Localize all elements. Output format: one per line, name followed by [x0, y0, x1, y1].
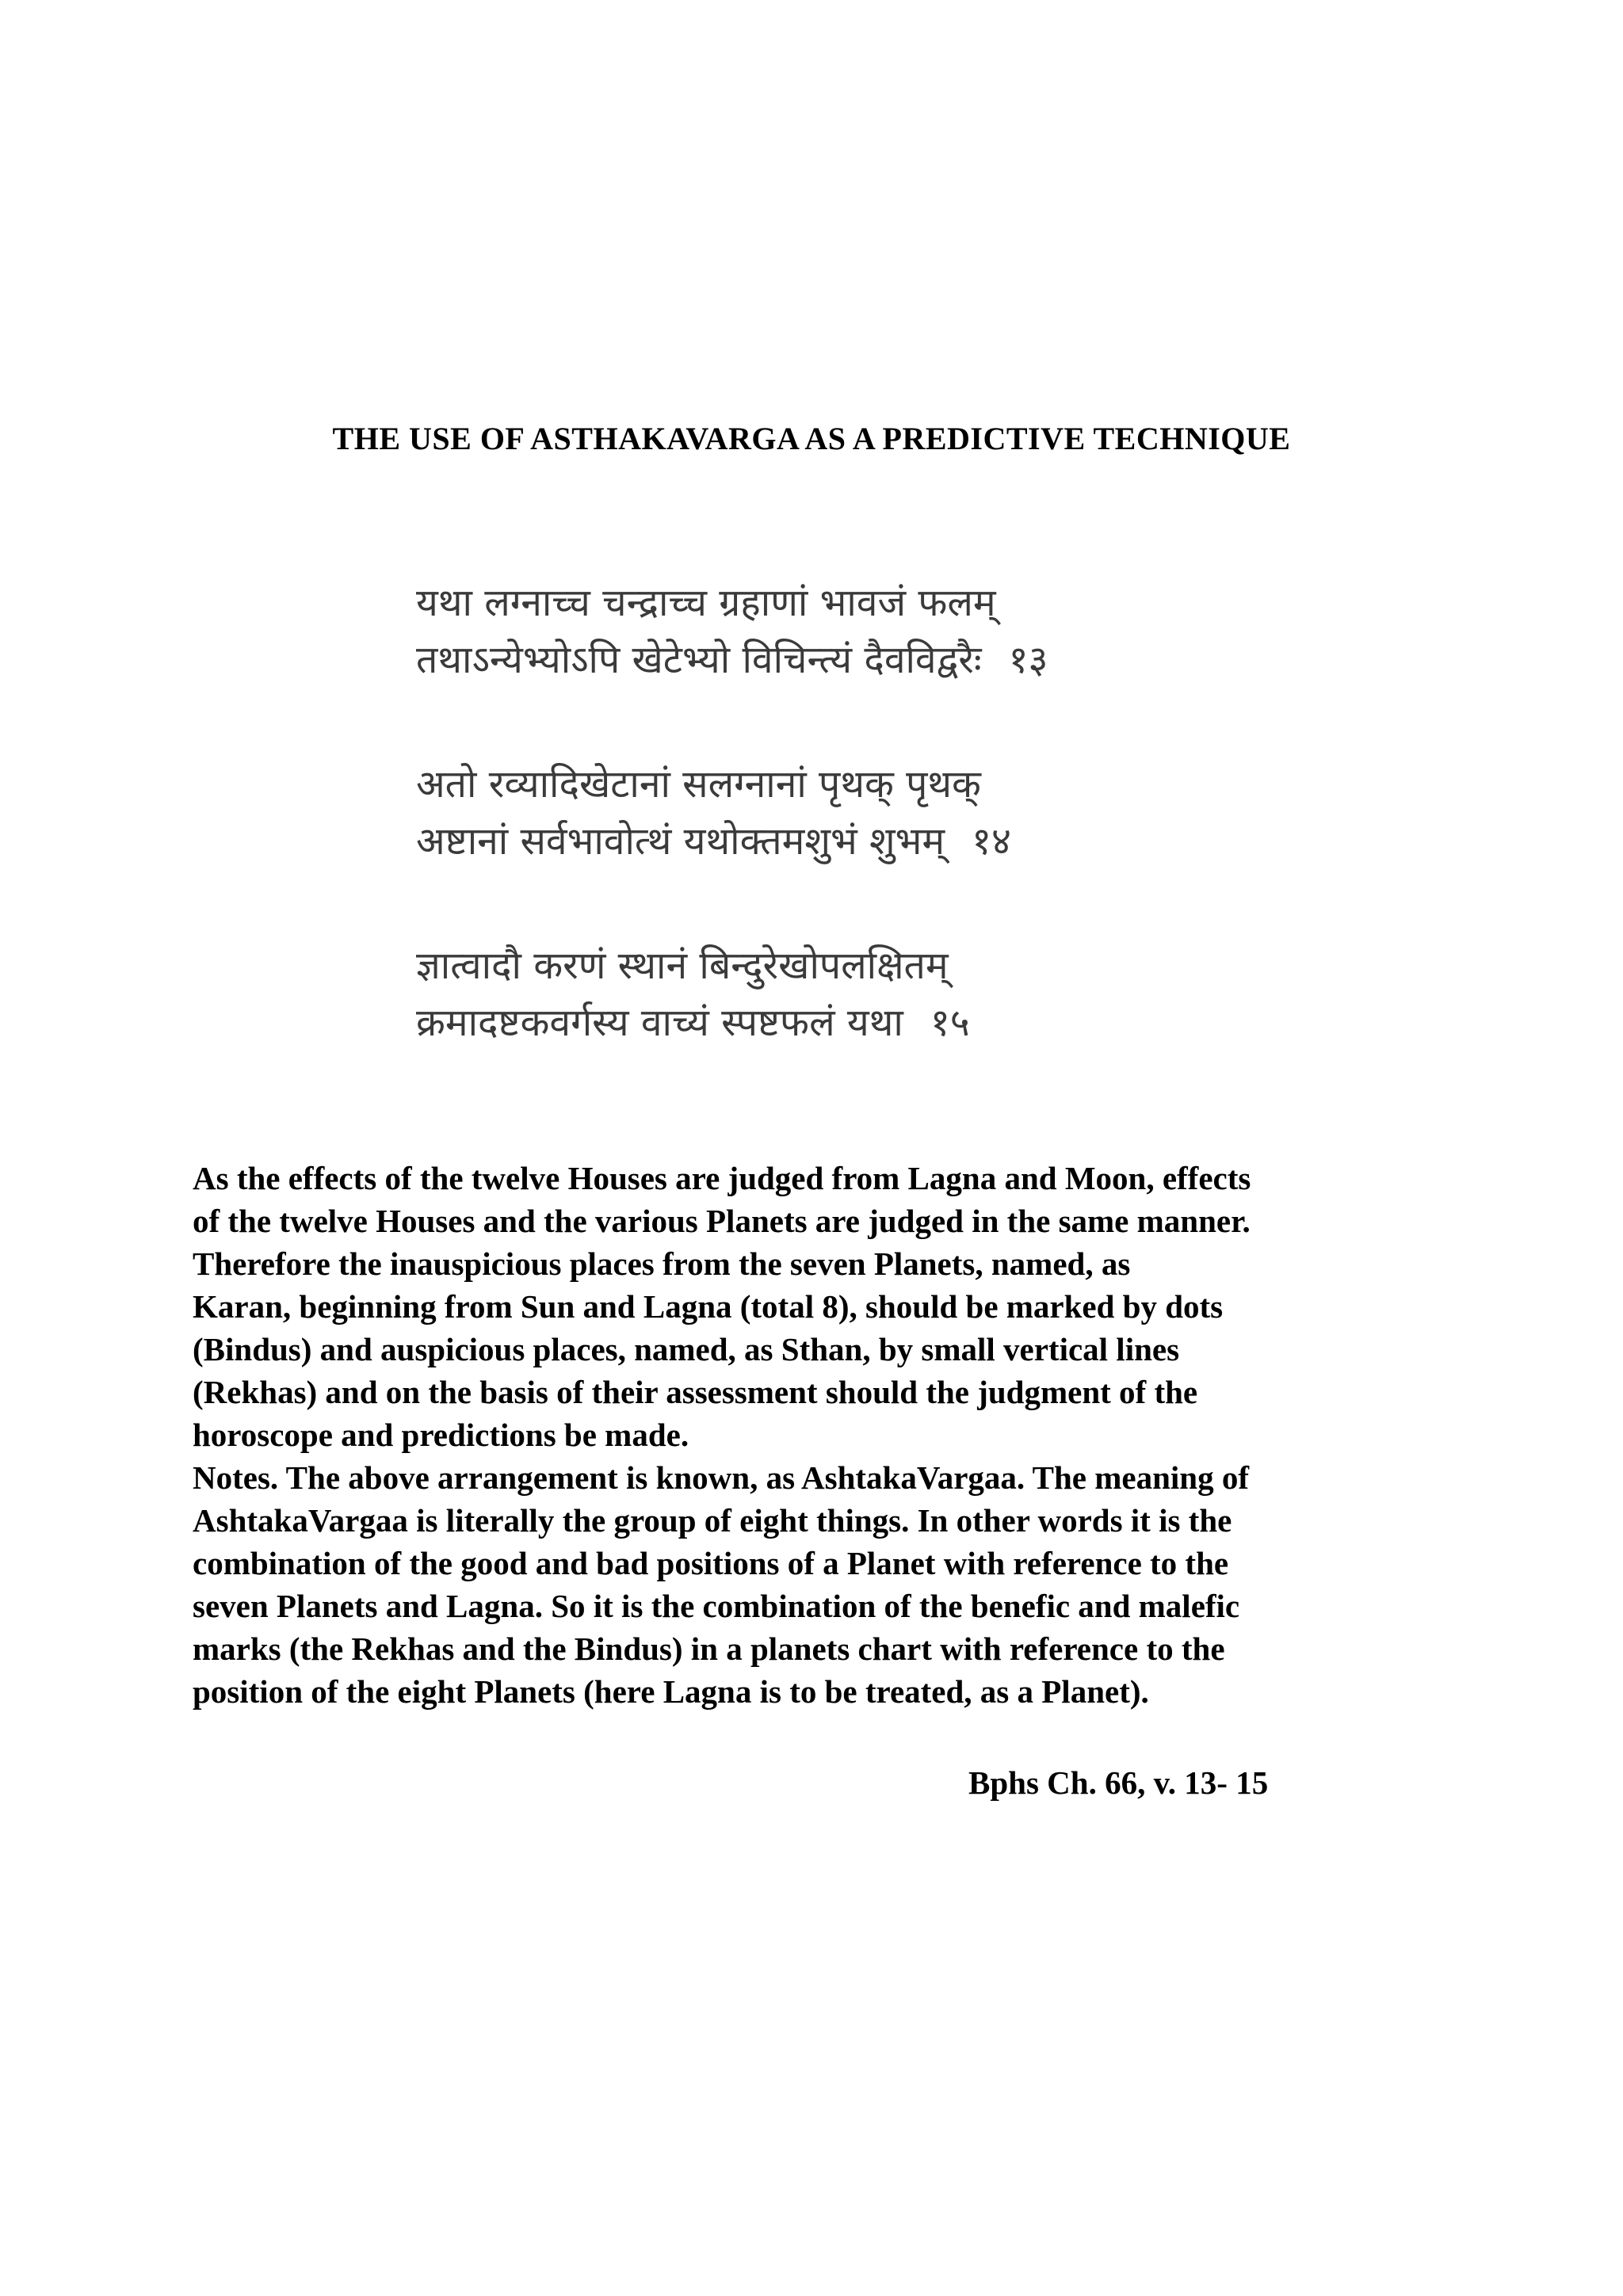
sanskrit-verses [416, 574, 1248, 1119]
translation-line: As the effects of the twelve Houses are judged from Lagna and Moon, effects [193, 1160, 1251, 1196]
notes-line: marks (the Rekhas and the Bindus) in a planets chart with reference to the [193, 1630, 1225, 1667]
notes-line: Notes. The above arrangement is known, as AshtakaVargaa. The meaning of [193, 1459, 1250, 1496]
verse-line: ज्ञात्वादौ करणं स्थानं बिन्दुरेखोपलक्षितम् [416, 944, 949, 988]
verse-15 [416, 937, 1248, 1051]
verse-line-text: क्रमादष्टकवर्गस्य वाच्यं स्पष्टफलं यथा [416, 1001, 903, 1045]
translation-line: of the twelve Houses and the various Planets are judged in the same manner. [193, 1203, 1251, 1239]
verse-line: यथा लग्नाच्च चन्द्राच्च ग्रहाणां भावजं फलम् [416, 581, 996, 625]
translation-line: Karan, beginning from Sun and Lagna (total 8), should be marked by dots [193, 1288, 1224, 1325]
translation-line: (Rekhas) and on the basis of their assessment should the judgment of the [193, 1374, 1198, 1410]
verse-line-text: अष्टानां सर्वभावोत्थं यथोक्तमशुभं शुभम् [416, 819, 945, 864]
verse-number: १५ [930, 1001, 970, 1045]
notes-line: position of the eight Planets (here Lagna is to be treated, as a Planet). [193, 1673, 1149, 1710]
verse-line-text: तथाऽन्येभ्योऽपि खेटेभ्यो विचिन्त्यं दैवविद्वरैः [416, 638, 982, 682]
verse-14 [416, 756, 1248, 870]
notes-line: AshtakaVargaa is literally the group of eight things. In other words it is the [193, 1502, 1232, 1539]
translation-line: (Bindus) and auspicious places, named, as Sthan, by small vertical lines [193, 1331, 1180, 1367]
notes-line: seven Planets and Lagna. So it is the combination of the benefic and malefic [193, 1588, 1240, 1624]
verse-line [416, 994, 1248, 1051]
translation-line: Therefore the inauspicious places from the seven Planets, named, as [193, 1245, 1131, 1282]
notes-line: combination of the good and bad positions of a Planet with reference to the [193, 1545, 1229, 1581]
verse-13 [416, 574, 1248, 688]
source-citation: Bphs Ch. 66, v. 13- 15 [968, 1764, 1269, 1801]
verse-line: अतो रव्यादिखेटानां सलग्नानां पृथक् पृथक् [416, 762, 981, 807]
verse-number: १४ [972, 819, 1012, 864]
verse-line [416, 813, 1248, 870]
translation-line: horoscope and predictions be made. [193, 1417, 689, 1453]
verse-number: १३ [1008, 638, 1048, 682]
page-title: THE USE OF ASTHAKAVARGA AS A PREDICTIVE TECHNIQUE [332, 421, 1291, 456]
translation-paragraph [193, 1157, 1476, 1713]
verse-line [416, 631, 1248, 688]
